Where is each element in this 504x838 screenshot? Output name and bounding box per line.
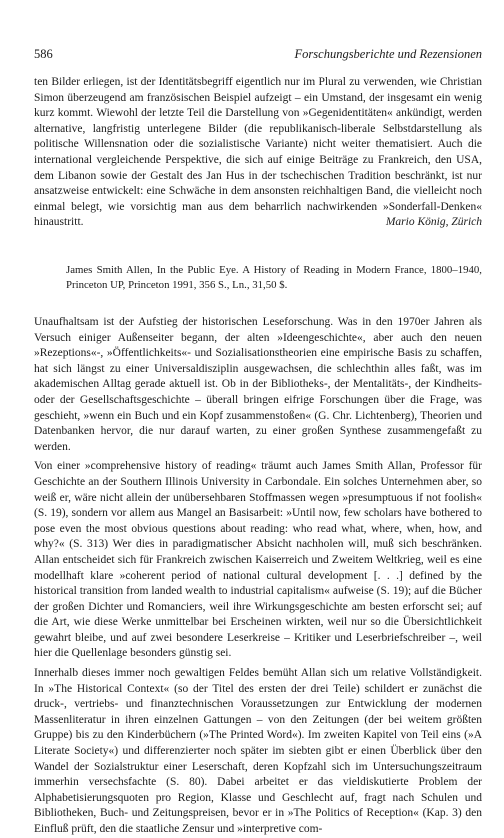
review-2-body xyxy=(34,315,482,838)
review-1-conclusion xyxy=(34,75,482,231)
paragraph: Von einer »comprehensive history of reading« träumt auch James Smith Allan, Professor für Geschichte an der Southern Illinois University in Carbondale. Ein solches Unternehmen aber, so weiß er, wäre nicht allein der unübersehbaren Stoffmassen wegen »presumptuous if not foolish« (S. 19), sondern vor allem aus Mangel an Basisarbeit: »Until now, few scholars have bothered to pose even the most obvious questions about reading: who read what, where, when, how, and why?« (S. 313) Wer dies in paradigmatischer Absicht nachholen will, muß sich beschränken. Allan entscheidet sich für Frankreich zwischen Kaiserreich und Zweitem Weltkrieg, weil es eine modellhaft klare »coherent period of national cultural development [. . .] defined by the historical transition from landed wealth to industrial capitalism« aufweise (S. 19); auf die Bücher der großen Dichter und Romanciers, weil ihre Wirkungsgeschichte am besten erforscht sei; auf die Art, wie diese Werke unmittelbar bei Erscheinen wirkten, weil nur so die Übersichtlichkeit gewahrt bleibe, und auf zwei besondere Leserkreise – Kritiker und Leserbriefschreiber –, weil hier die Quellenlage besonders günstig sei. xyxy=(34,460,482,660)
paragraph: Unaufhaltsam ist der Aufstieg der historischen Leseforschung. Was in den 1970er Jahren als Versuch einiger Außenseiter begann, der alten »Ideengeschichte«, aber auch den neuen »Rezeptions«-, »Öffentlichkeits«- und Sozialisationstheorien eine empirische Basis zu schaffen, hat sich längst zu einer Universaldisziplin ausgewachsen, die schlechthin alles faßt, was im akademischen Alltag gerade aktuell ist. Ob in der Bibliotheks-, der Mentalitäts-, der Kindheits- oder der Gesellschaftsgeschichte – überall bringen eifrige Forschungen über die Frage, was geschieht, »wenn ein Buch und ein Kopf zusammenstoßen« (G. Chr. Lichtenberg), Theorien und Datenbanken hervor, die nur darauf warten, zu einer großen Synthese zusammengefaßt zu werden. xyxy=(34,316,482,453)
page-header xyxy=(34,47,482,63)
review-1-text: ten Bilder erliegen, ist der Identitätsbegriff eigentlich nur im Plural zu verwenden, wie Christian Simon überzeugend am französischen Beispiel aufzeigt – ein Umstand, der insgesamt ein wenig kurz kommt. Wiewohl der letzte Teil die Darstellung von »Gegenidentitäten« ankündigt, werden alternative, langfristig unterlegene Bilder (die republikanisch-liberale Selbstdarstellung als politische Willensnation oder die sozialistische Variante) nicht weiter thematisiert. Auch die international vergleichende Perspektive, die sich auf einige Beiträge zu Frankreich, den USA, dem Libanon sowie der Gestalt des Jan Hus in der tschechischen Tradition beschränkt, ist nur ansatzweise entwickelt: eine Schwäche in dem ansonsten reichhaltigen Band, die vielleicht noch einmal belegt, wie vorsichtig man aus dem beharrlich nachwirkenden »Sonderfall-Denken« hinaustritt. xyxy=(34,76,482,229)
book-citation: James Smith Allen, In the Public Eye. A History of Reading in Modern France, 1800–1940, Princeton UP, Princeton 1991, 356 S., Ln., 31,50 $. xyxy=(66,264,482,291)
review-author: Mario König, Zürich xyxy=(385,216,482,229)
review-1-paragraph xyxy=(34,75,482,231)
running-title: Forschungsberichte und Rezensionen xyxy=(294,47,482,61)
paragraph: Innerhalb dieses immer noch gewaltigen Feldes bemüht Allan sich um relative Vollständigkeit. In »The Historical Context« (so der Titel des ersten der drei Teile) schildert er zunächst die druck-, vertriebs- und finanztechnischen Voraussetzungen zur Entwicklung der modernen Massenliteratur in ihren einzelnen Gattungen – von den Zeitungen (der bei weitem größten Gruppe) bis zu den Kinderbüchern (»The Printed Word«). Im zweiten Kapitel von Teil eins (»A Literate Society«) und differenzierter noch später im siebten gibt er einen Überblick über den Wandel der Sozialstruktur einer Leserschaft, deren Kopfzahl sich im Untersuchungszeitraum immerhin versechsfachte (S. 80). Dabei arbeitet er das vieldiskutierte Problem der Alphabetisierungsquoten pro Region, Klasse und Geschlecht auf, fragt nach Schulen und Bibliotheken, Buch- und Zeitungspreisen, bevor er in »The Politics of Reception« (Kap. 3) den Einfluß prüft, den die staatliche Zensur und »interpretive com- xyxy=(34,667,482,835)
page-number: 586 xyxy=(34,47,53,61)
